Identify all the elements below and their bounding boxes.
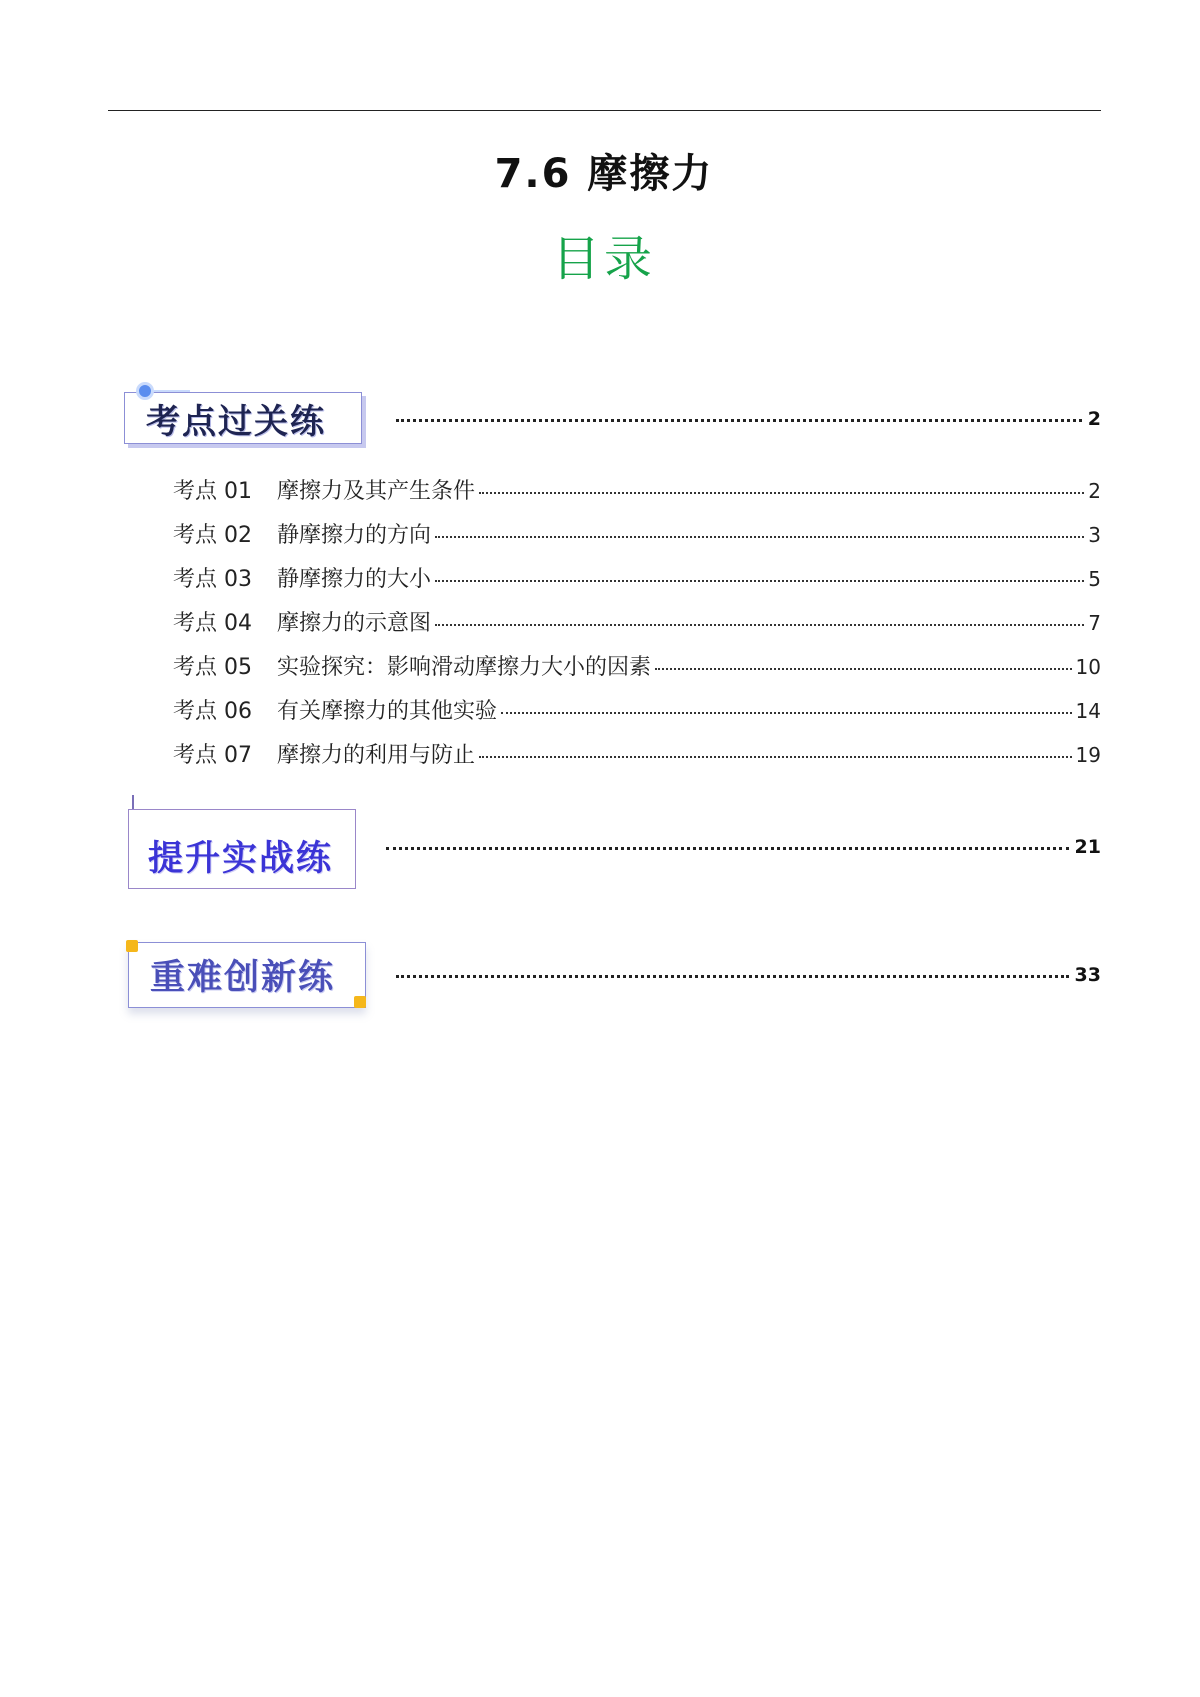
entry-title: 摩擦力的示意图 [277, 611, 432, 636]
section-label: 提升实战练 [148, 839, 334, 879]
dot-leader [435, 536, 1084, 538]
entry-code: 考点 07 [173, 743, 252, 768]
section-page-number: 33 [1074, 964, 1101, 986]
toc-entry[interactable] [173, 606, 1101, 637]
dot-leader [386, 847, 1069, 850]
banner-decoration-line [154, 390, 190, 392]
section-banner-2[interactable] [124, 795, 364, 895]
header-rule [108, 110, 1101, 111]
section-banner-3[interactable] [124, 938, 374, 1018]
section-toc-row-1[interactable] [390, 408, 1101, 430]
dot-leader [396, 419, 1082, 422]
entry-title: 静摩擦力的大小 [277, 567, 432, 592]
entry-code: 考点 06 [173, 699, 252, 724]
entry-title: 静摩擦力的方向 [277, 523, 432, 548]
entry-page-number: 19 [1075, 743, 1101, 767]
dot-leader [435, 580, 1084, 582]
toc-entry[interactable] [173, 694, 1101, 725]
section-toc-row-3[interactable] [390, 964, 1101, 986]
section-toc-row-2[interactable] [380, 836, 1101, 858]
entry-page-number: 2 [1088, 479, 1101, 503]
entry-page-number: 10 [1075, 655, 1101, 679]
entry-page-number: 3 [1088, 523, 1101, 547]
dot-leader [501, 712, 1072, 714]
section-label: 考点过关练 [146, 402, 326, 442]
corner-accent-icon [126, 940, 138, 952]
section-page-number: 2 [1087, 408, 1101, 430]
entry-page-number: 7 [1088, 611, 1101, 635]
entry-code: 考点 03 [173, 567, 252, 592]
dot-leader [396, 975, 1069, 978]
toc-entry[interactable] [173, 474, 1101, 505]
entry-code: 考点 02 [173, 523, 252, 548]
dot-leader [479, 492, 1084, 494]
toc-entry[interactable] [173, 650, 1101, 681]
toc-entry[interactable] [173, 562, 1101, 593]
section-banner-1[interactable] [122, 378, 372, 448]
entry-code: 考点 05 [173, 655, 252, 680]
dot-leader [479, 756, 1072, 758]
dot-leader [435, 624, 1084, 626]
entry-title: 实验探究：影响滑动摩擦力大小的因素 [277, 655, 652, 680]
section-label: 重难创新练 [150, 958, 336, 998]
entry-title: 有关摩擦力的其他实验 [277, 699, 498, 724]
entry-title: 摩擦力及其产生条件 [277, 479, 476, 504]
toc-entry[interactable] [173, 518, 1101, 549]
entry-code: 考点 04 [173, 611, 252, 636]
entry-page-number: 14 [1075, 699, 1101, 723]
corner-accent-icon [354, 996, 366, 1008]
toc-entry[interactable] [173, 738, 1101, 769]
dot-leader [655, 668, 1072, 670]
toc-heading: 目录 [551, 231, 656, 287]
document-title: 7.6 摩擦力 [494, 151, 714, 197]
entry-code: 考点 01 [173, 479, 252, 504]
section-page-number: 21 [1074, 836, 1101, 858]
entry-title: 摩擦力的利用与防止 [277, 743, 476, 768]
entry-page-number: 5 [1088, 567, 1101, 591]
